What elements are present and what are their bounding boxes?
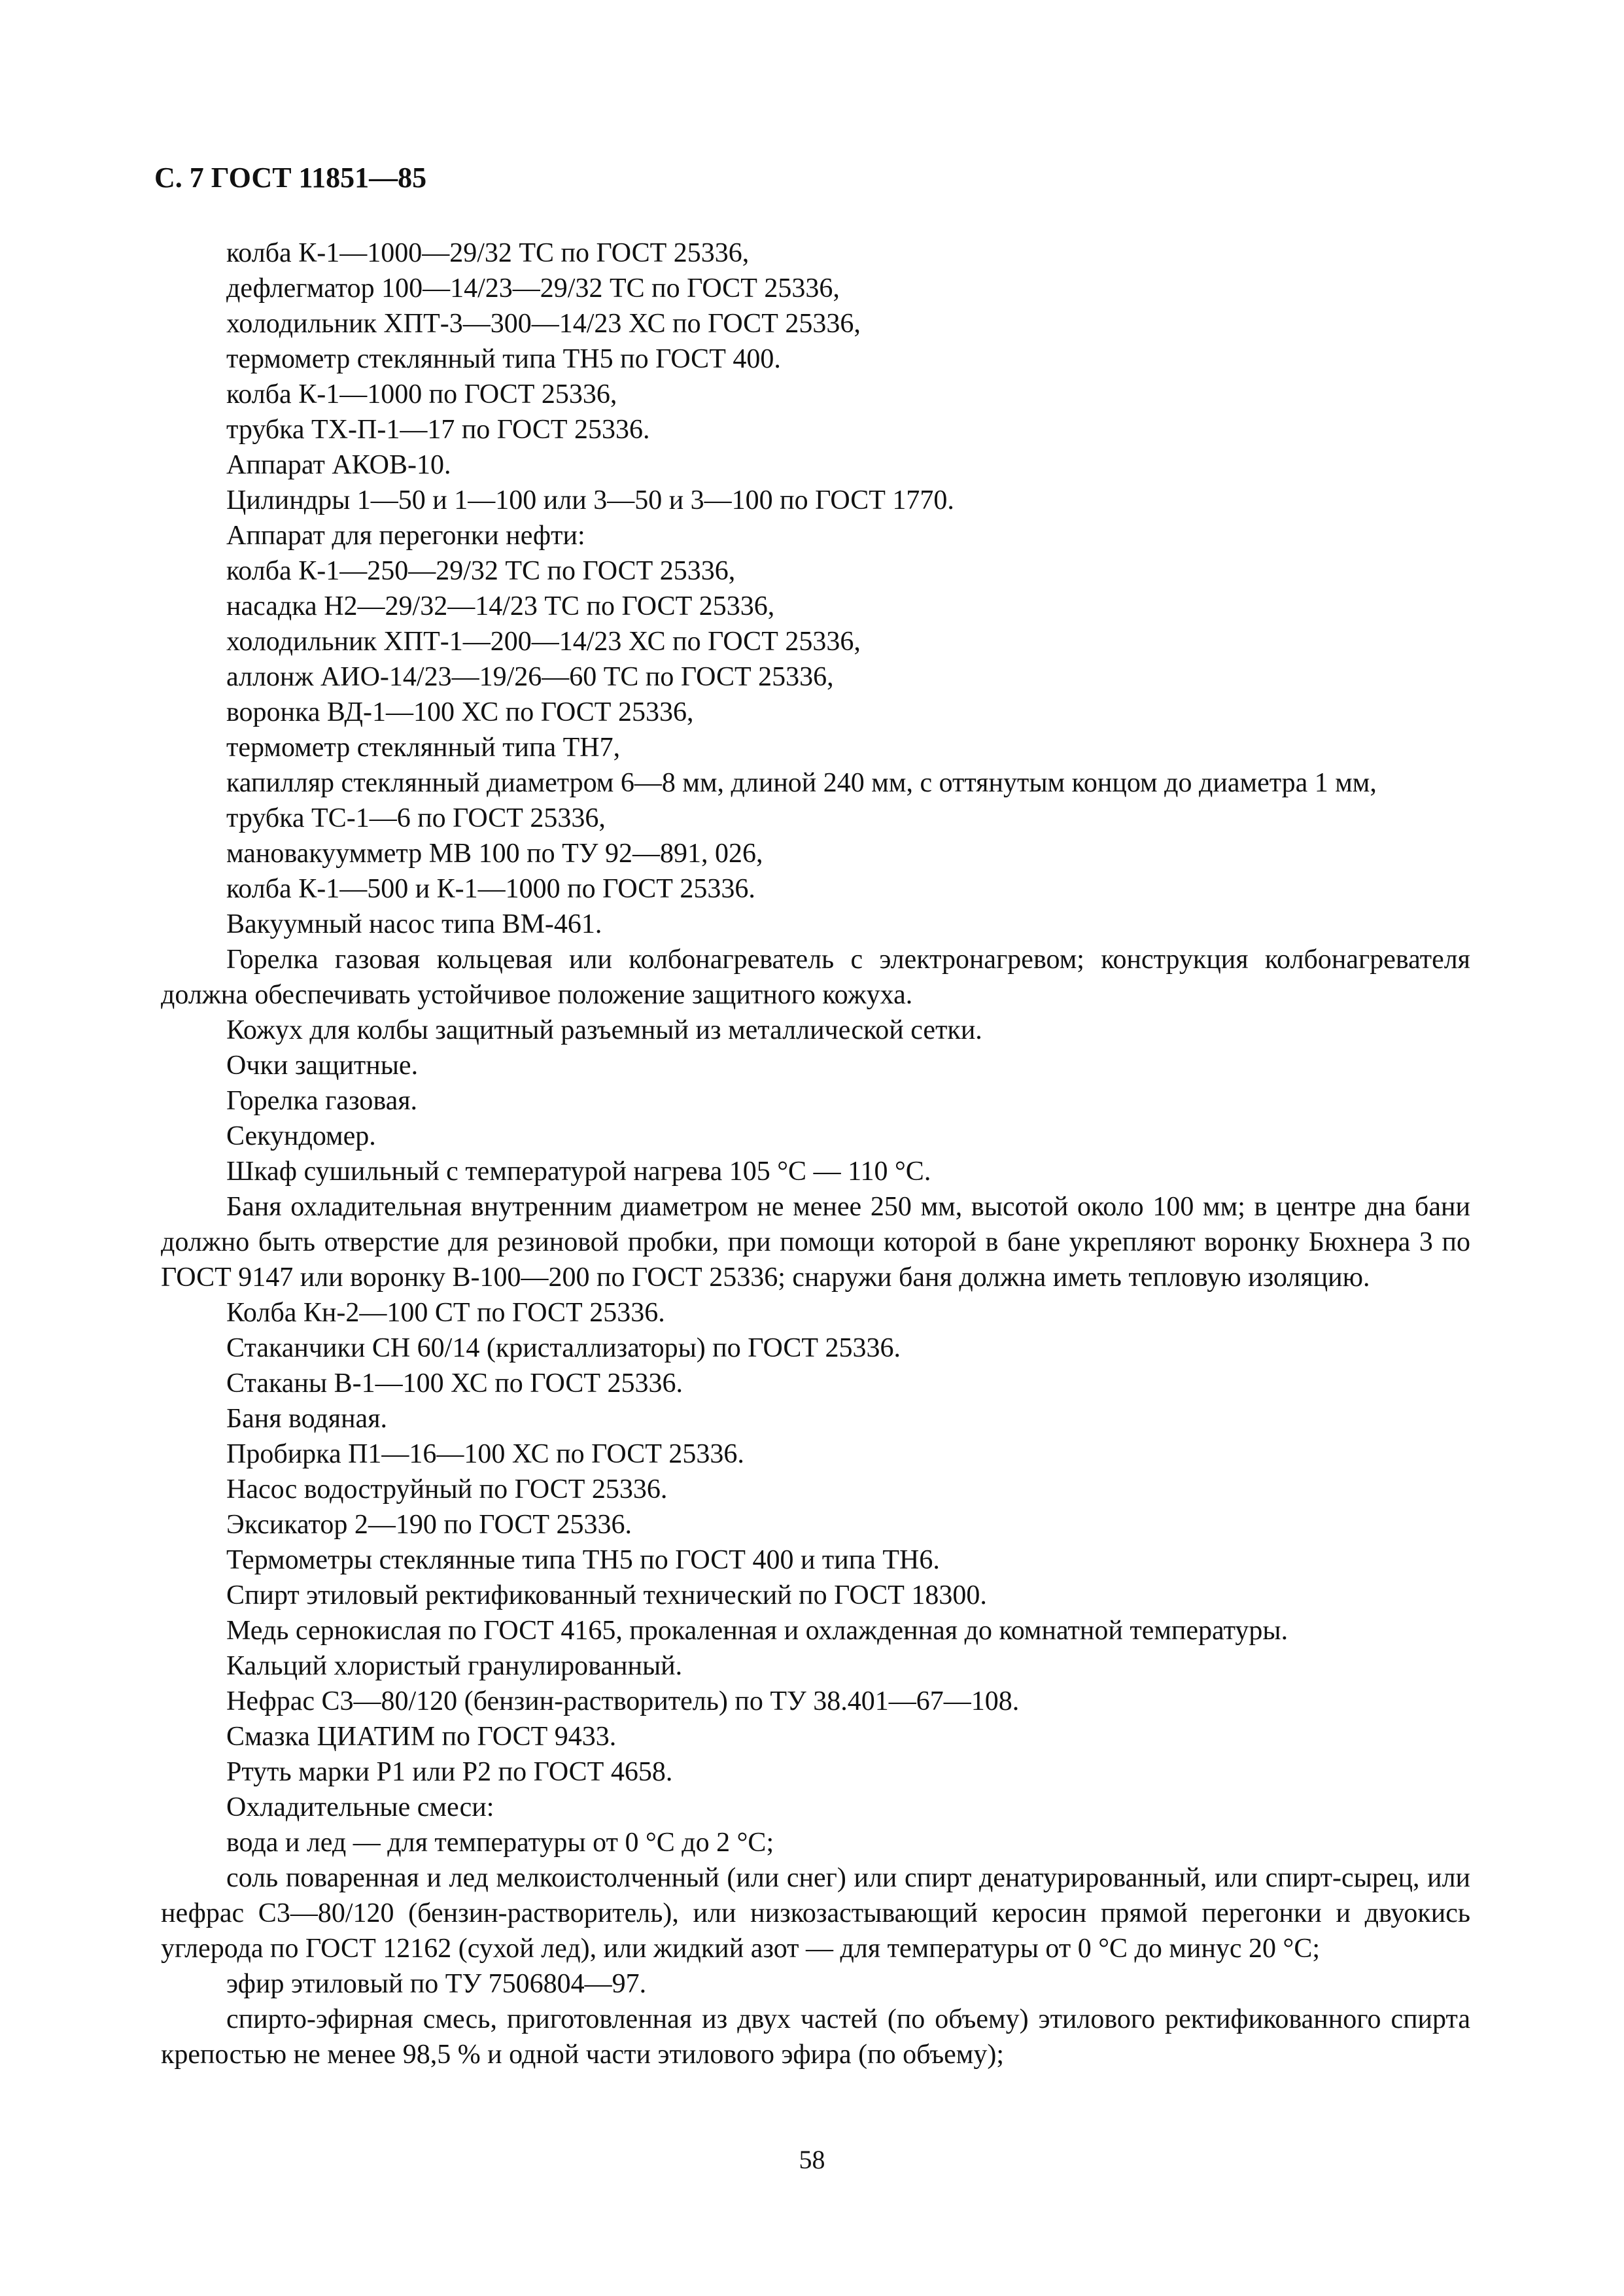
text-line: Очки защитные. [226,1051,419,1081]
text-line: Колба Кн-2—100 СТ по ГОСТ 25336. [226,1298,665,1328]
text-line: Кальций хлористый гранулированный. [226,1651,683,1681]
text-line: Аппарат АКОВ-10. [226,450,451,480]
text-line: Ртуть марки Р1 или Р2 по ГОСТ 4658. [226,1757,673,1787]
text-paragraph: Баня охладительная внутренним диаметром не менее 250 мм, высотой около 100 мм; в центре дна бани должно быть отверстие для резиновой пробки, при помощи которой в бане укрепляют воронку Бюхнера 3 по ГОСТ 9147 или воронку В-100—200 по ГОСТ 25336; снаружи баня должна иметь тепловую изоляцию. [161,1192,1470,1293]
text-line: колба К-1—500 и К-1—1000 по ГОСТ 25336. [226,874,755,904]
text-line: Кожух для колбы защитный разъемный из металлической сетки. [226,1015,982,1045]
text-line: Баня водяная. [226,1404,388,1434]
text-line: дефлегматор 100—14/23—29/32 ТС по ГОСТ 25336, [226,273,840,304]
text-line: трубка ТХ-П-1—17 по ГОСТ 25336. [226,415,650,445]
text-line: Эксикатор 2—190 по ГОСТ 25336. [226,1510,632,1540]
text-line: Стаканчики СН 60/14 (кристаллизаторы) по ГОСТ 25336. [226,1333,901,1363]
text-line: Вакуумный насос типа ВМ-461. [226,909,602,939]
text-line: Шкаф сушильный с температурой нагрева 105 °С — 110 °С. [226,1157,931,1187]
text-line: Медь сернокислая по ГОСТ 4165, прокаленная и охлажденная до комнатной температуры. [226,1616,1288,1646]
text-line: холодильник ХПТ-1—200—14/23 ХС по ГОСТ 25336, [226,627,861,657]
text-paragraph: спирто-эфирная смесь, приготовленная из двух частей (по объему) этилового ректификованного спирта крепостью не менее 98,5 % и одной части этилового эфира (по объему); [161,2004,1470,2070]
text-line: Спирт этиловый ректификованный технический по ГОСТ 18300. [226,1580,987,1610]
text-paragraph: Горелка газовая кольцевая или колбонагреватель с электронагревом; конструкция колбонагревателя должна обеспечивать устойчивое положение защитного кожуха. [161,945,1470,1010]
text-line: Смазка ЦИАТИМ по ГОСТ 9433. [226,1722,617,1752]
text-line: мановакуумметр МВ 100 по ТУ 92—891, 026, [226,839,763,869]
text-line: Нефрас С3—80/120 (бензин-растворитель) по ТУ 38.401—67—108. [226,1686,1020,1716]
text-line: Аппарат для перегонки нефти: [226,521,585,551]
text-line: колба К-1—250—29/32 ТС по ГОСТ 25336, [226,556,736,586]
text-line: колба К-1—1000 по ГОСТ 25336, [226,379,617,409]
text-line: колба К-1—1000—29/32 ТС по ГОСТ 25336, [226,238,750,268]
text-line: воронка ВД-1—100 ХС по ГОСТ 25336, [226,697,694,727]
text-line: Охладительные смеси: [226,1792,494,1822]
text-line: Стаканы В-1—100 ХС по ГОСТ 25336. [226,1368,683,1399]
text-line: эфир этиловый по ТУ 7506804—97. [226,1969,647,1999]
text-line: Секундомер. [226,1121,376,1151]
text-line: холодильник ХПТ-3—300—14/23 ХС по ГОСТ 25336, [226,309,861,339]
text-line: термометр стеклянный типа ТН7, [226,733,621,763]
document-body [161,235,1470,2072]
text-line: Термометры стеклянные типа ТН5 по ГОСТ 400 и типа ТН6. [226,1545,940,1575]
text-line: Насос водоструйный по ГОСТ 25336. [226,1474,668,1505]
text-line: Пробирка П1—16—100 ХС по ГОСТ 25336. [226,1439,744,1469]
text-line: трубка ТС-1—6 по ГОСТ 25336, [226,803,606,833]
text-line: Цилиндры 1—50 и 1—100 или 3—50 и 3—100 по ГОСТ 1770. [226,485,954,515]
page-number: 58 [799,2145,825,2174]
text-paragraph: соль поваренная и лед мелкоистолченный (или снег) или спирт денатурированный, или спирт-сырец, или нефрас С3—80/120 (бензин-растворитель), или низкозастывающий керосин прямой перегонки и двуокись углерода по ГОСТ 12162 (сухой лед), или жидкий азот — для температуры от 0 °С до минус 20 °С; [161,1863,1470,1964]
text-line: термометр стеклянный типа ТН5 по ГОСТ 400. [226,344,781,374]
text-line: вода и лед — для температуры от 0 °С до 2 °С; [226,1828,774,1858]
text-line: аллонж АИО-14/23—19/26—60 ТС по ГОСТ 25336, [226,662,834,692]
text-paragraph: капилляр стеклянный диаметром 6—8 мм, длиной 240 мм, с оттянутым концом до диаметра 1 мм, [226,768,1377,798]
page-header: С. 7 ГОСТ 11851—85 [154,162,427,194]
text-line: Горелка газовая. [226,1086,418,1116]
text-line: насадка Н2—29/32—14/23 ТС по ГОСТ 25336, [226,591,775,621]
